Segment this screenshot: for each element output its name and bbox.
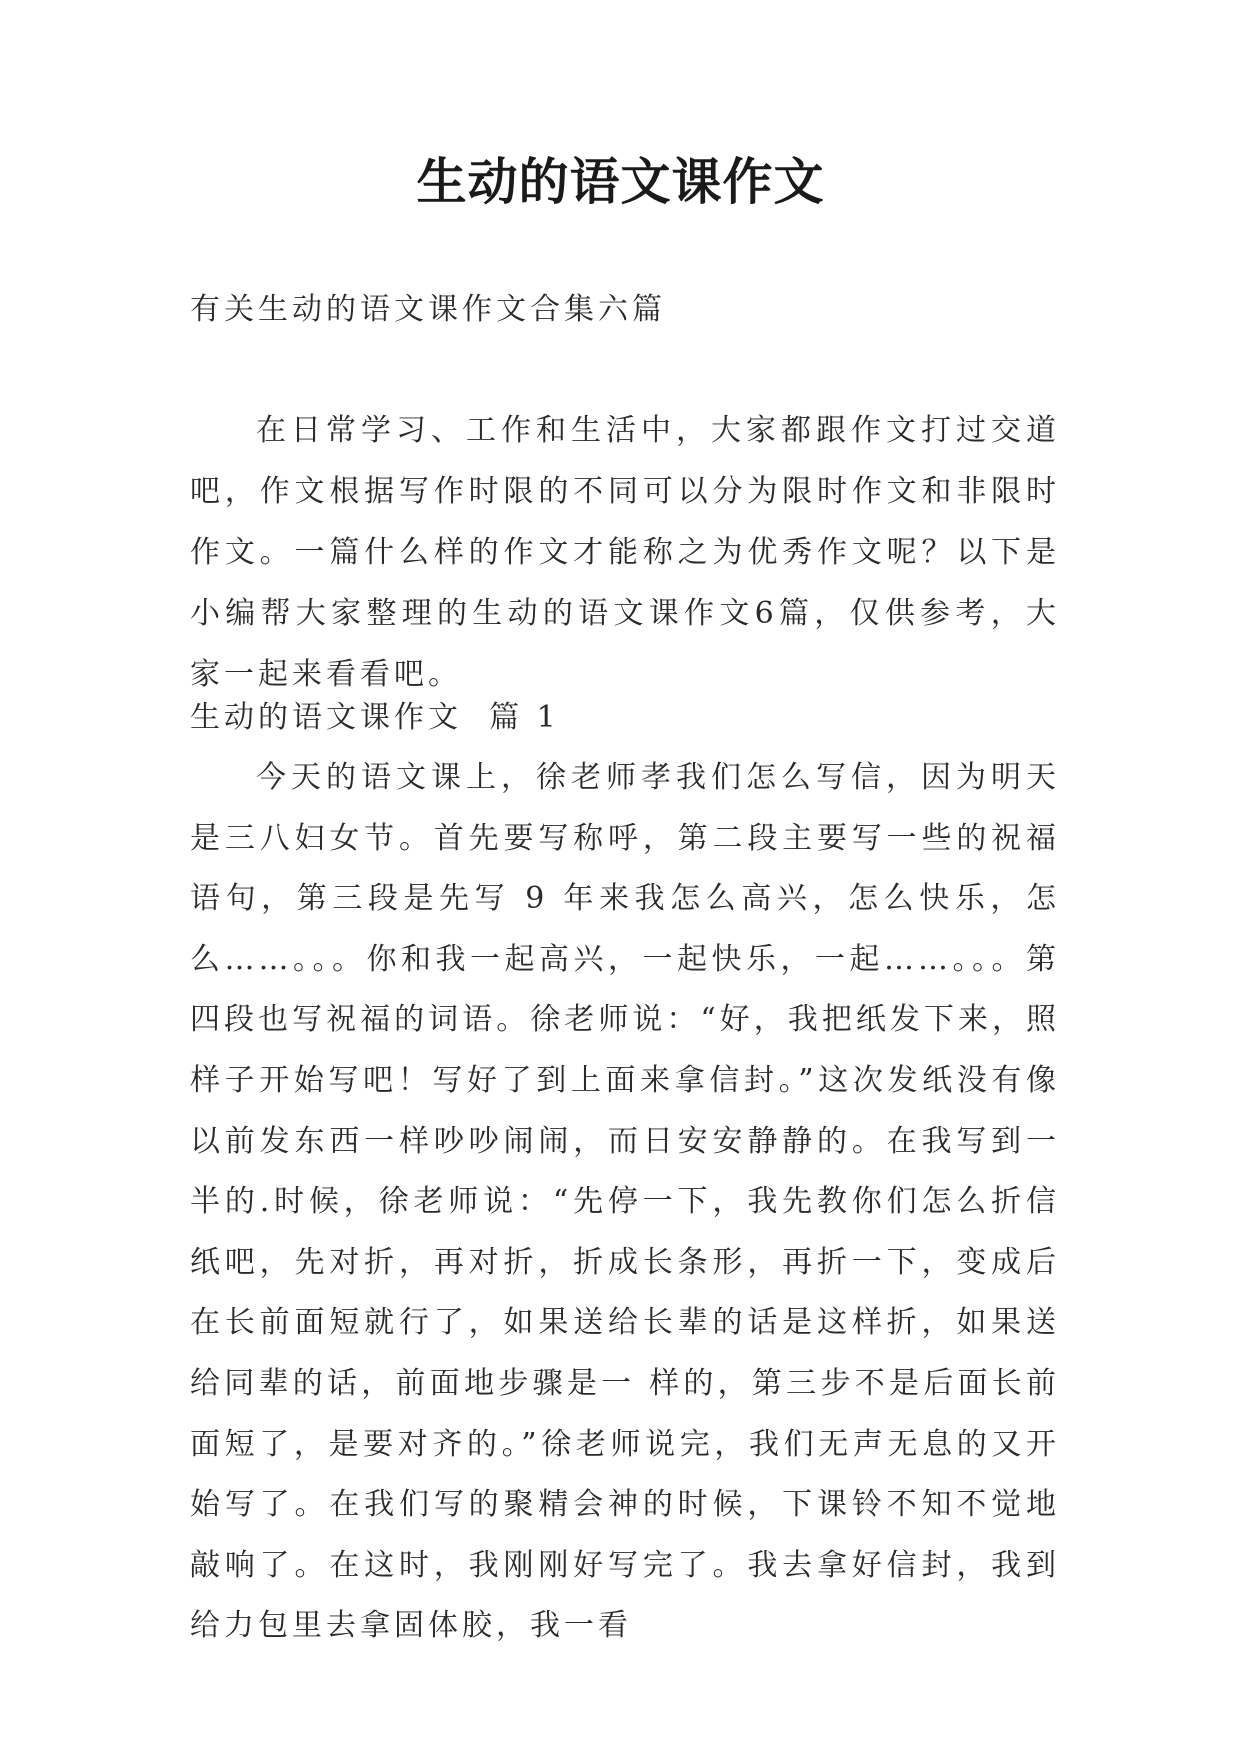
document-title: 生动的语文课作文 [416, 152, 825, 211]
section-heading: 生动的语文课作文 篇 1 [190, 700, 560, 735]
intro-paragraph: 在日常学习、工作和生活中，大家都跟作文打过交道吧，作文根据写作时限的不同可以分为限时作文和非限时作文。一篇什么样的作文才能称之为优秀作文呢？以下是小编帮大家整理的生动的语文课作文6篇，仅供参考，大家一起来看看吧。 [190, 413, 1060, 692]
article-paragraph: 今天的语文课上，徐老师孝我们怎么写信，因为明天是三八妇女节。首先要写称呼，第二段主要写一些的祝福语句，第三段是先写 9 年来我怎么高兴，怎么快乐，怎么……。。。你和我一起高兴，一起快乐，一起……。。。第四段也写祝福的词语。徐老师说：“好，我把纸发下来，照样子开始写吧！写好了到上面来拿信封。”这次发纸没有像以前发东西一样吵吵闹闹，而日安安静静的。在我写到一半的.时候，徐老师说：“先停一下，我先教你们怎么折信纸吧，先对折，再对折，折成长条形，再折一下，变成后在长前面短就行了，如果送给长辈的话是这样折，如果送给同辈的话，前面地步骤是一 样的，第三步不是后面长前面短了，是要对齐的。”徐老师说完，我们无声无息的又开始写了。在我们写的聚精会神的时候，下课铃不知不觉地敲响了。在这时，我刚刚好写完了。我去拿好信封，我到给力包里去拿固体胶，我一看 [190, 760, 1060, 1644]
document-subtitle: 有关生动的语文课作文合集六篇 [190, 292, 666, 327]
